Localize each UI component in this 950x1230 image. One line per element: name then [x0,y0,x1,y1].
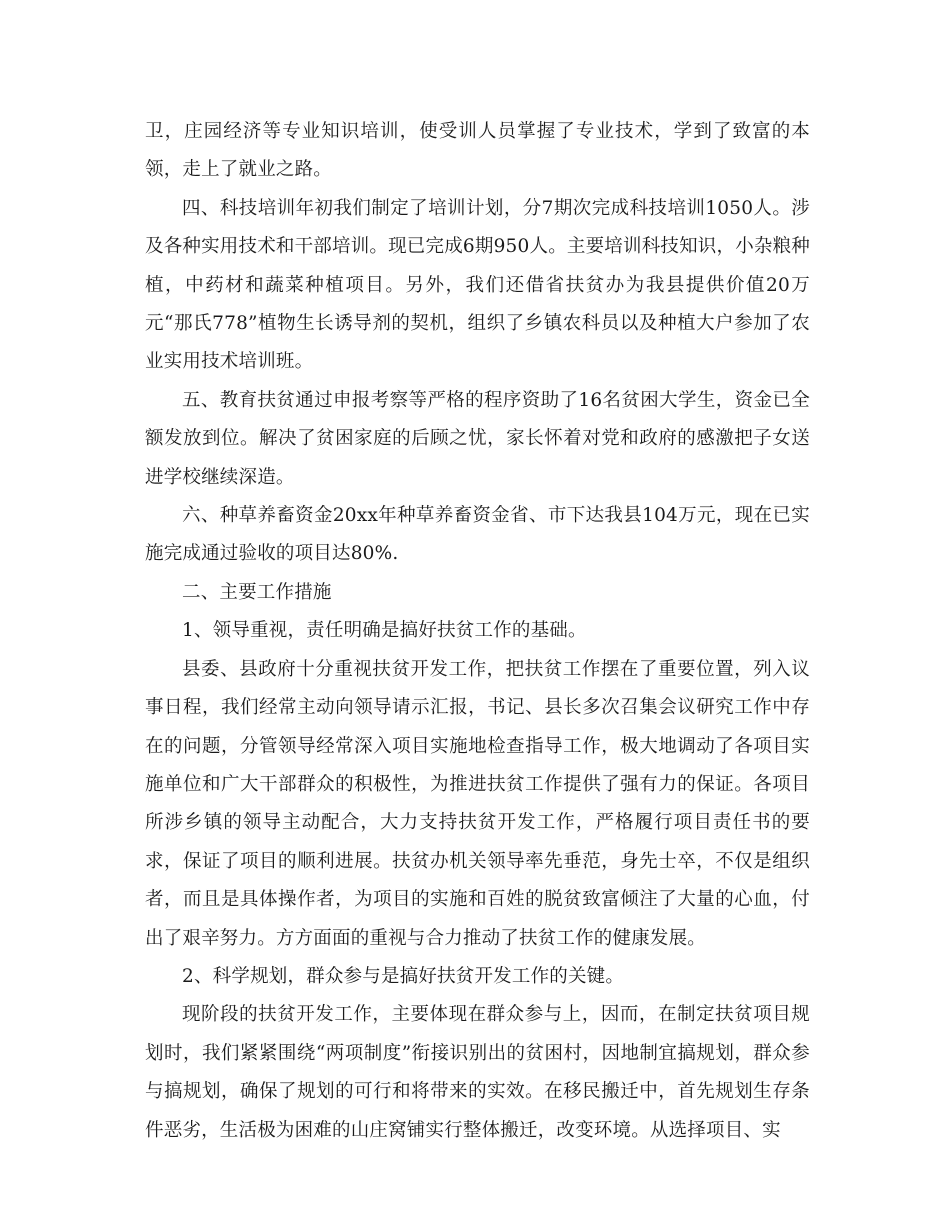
paragraph-planning: 现阶段的扶贫开发工作，主要体现在群众参与上，因而，在制定扶贫项目规划时，我们紧紧围绕“两项制度”衔接识别出的贫困村，因地制宜搞规划，群众参与搞规划，确保了规划的可行和将带来的实效。在移民搬迁中，首先规划生存条件恶劣，生活极为困难的山庄窝铺实行整体搬迁，改变环境。从选择项目、实 [145,1004,810,1141]
paragraph-education-aid: 五、教育扶贫通过申报考察等严格的程序资助了16名贫困大学生，资金已全额发放到位。解决了贫困家庭的后顾之忧，家长怀着对党和政府的感激把子女送进学校继续深造。 [145,389,810,488]
subheading-leadership: 1、领导重视，责任明确是搞好扶贫工作的基础。 [182,620,587,642]
section-heading-measures: 二、主要工作措施 [182,581,332,603]
document-body [145,113,810,1150]
paragraph-grass-livestock: 六、种草养畜资金20xx年种草养畜资金省、市下达我县104万元，现在已实施完成通过验收的项目达80%. [145,505,810,565]
paragraph-leadership: 县委、县政府十分重视扶贫开发工作，把扶贫工作摆在了重要位置，列入议事日程，我们经常主动向领导请示汇报，书记、县长多次召集会议研究工作中存在的问题，分管领导经常深入项目实施地检查指导工作，极大地调动了各项目实施单位和广大干部群众的积极性，为推进扶贫工作提供了强有力的保证。各项目所涉乡镇的领导主动配合，大力支持扶贫开发工作，严格履行项目责任书的要求，保证了项目的顺利进展。扶贫办机关领导率先垂范，身先士卒，不仅是组织者，而且是具体操作者，为项目的实施和百姓的脱贫致富倾注了大量的心血，付出了艰辛努力。方方面面的重视与合力推动了扶贫工作的健康发展。 [145,658,810,949]
subheading-planning: 2、科学规划，群众参与是搞好扶贫开发工作的关键。 [182,965,625,987]
paragraph-tech-training: 四、科技培训年初我们制定了培训计划，分7期次完成科技培训1050人。涉及各种实用技术和干部培训。现已完成6期950人。主要培训科技知识，小杂粮种植，中药材和蔬菜种植项目。另外，我们还借省扶贫办为我县提供价值20万元“那氏778”植物生长诱导剂的契机，组织了乡镇农科员以及种植大户参加了农业实用技术培训班。 [145,197,810,373]
paragraph-continuation: 卫，庄园经济等专业知识培训，使受训人员掌握了专业技术，学到了致富的本领，走上了就业之路。 [145,121,810,181]
